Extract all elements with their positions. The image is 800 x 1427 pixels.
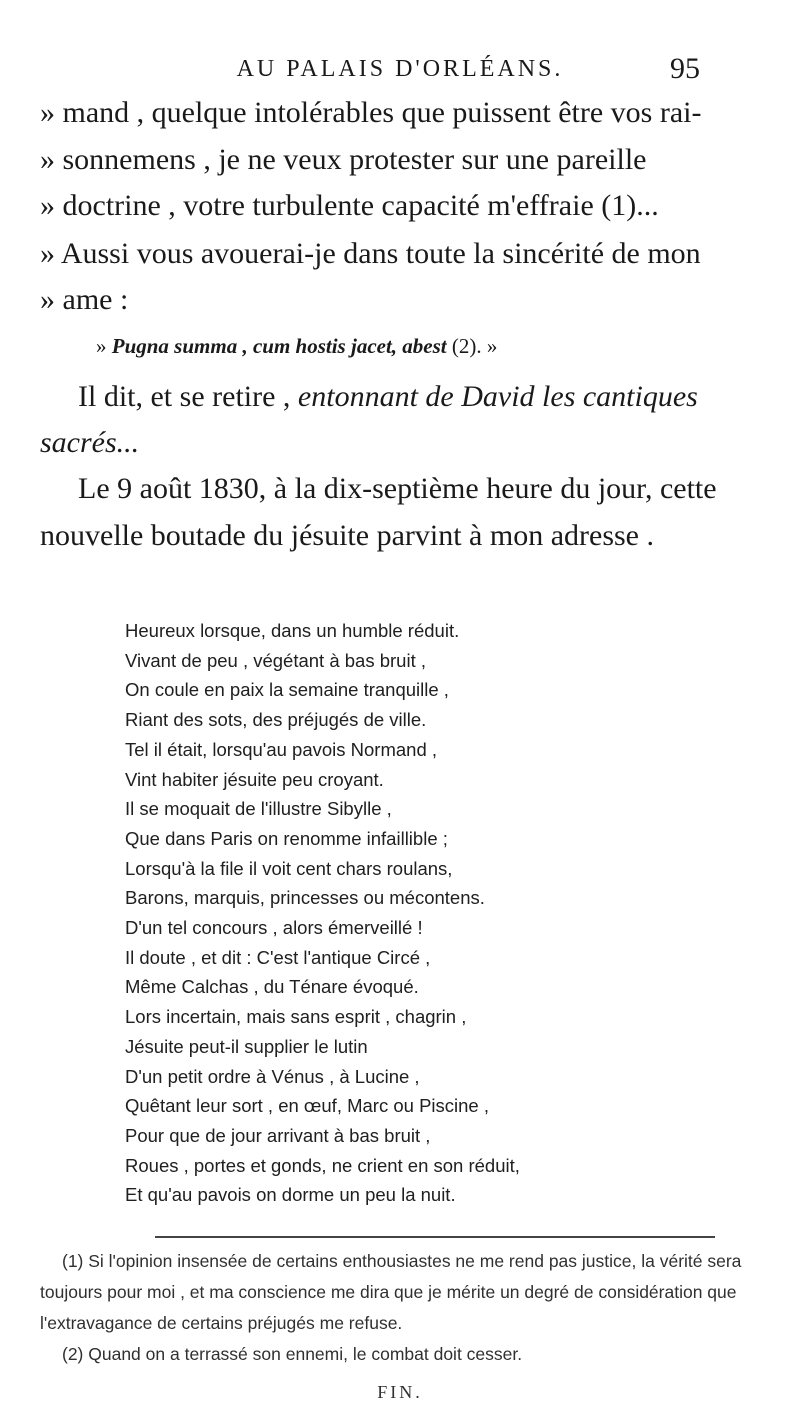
poem-line: Que dans Paris on renomme infaillible ; (125, 827, 448, 849)
poem-line: D'un tel concours , alors émerveillé ! (125, 917, 423, 939)
paragraph-date-line-2: nouvelle boutade du jésuite parvint à mon adresse . (40, 519, 654, 552)
paragraph-text: Il dit, et se retire , (78, 380, 298, 413)
epigraph-latin-text: Pugna summa , cum hostis jacet, abest (111, 334, 447, 358)
latin-epigraph (40, 331, 800, 361)
body-line: » sonnemens , je ne veux protester sur une pareille (40, 143, 647, 176)
body-line: » mand , quelque intolérables que puissent être vos rai- (40, 96, 702, 129)
poem-line: On coule en paix la semaine tranquille , (125, 679, 449, 701)
poem-line: Vivant de peu , végétant à bas bruit , (125, 649, 427, 671)
running-head (0, 52, 800, 88)
epigraph-open-quote: » (96, 334, 112, 358)
body-line: » doctrine , votre turbulente capacité m'effraie (1)... (40, 189, 659, 222)
poem-line: Quêtant leur sort , en œuf, Marc ou Piscine , (125, 1095, 489, 1117)
page-number: 95 (670, 52, 700, 85)
paragraph-date-line: Le 9 août 1830, à la dix-septième heure du jour, cette (78, 472, 717, 505)
paragraph-continuation: sacrés... (40, 426, 140, 459)
footnote-2: (2) Quand on a terrassé son ennemi, le combat doit cesser. (62, 1344, 523, 1364)
poem-line: D'un petit ordre à Vénus , à Lucine , (125, 1065, 420, 1087)
poem-line: Il se moquait de l'illustre Sibylle , (125, 798, 392, 820)
poem-line: Heureux lorsque, dans un humble réduit. (125, 620, 460, 641)
footnote-1: (1) Si l'opinion insensée de certains enthousiastes ne me rend pas justice, la vérité sera toujours pour moi , et ma conscience me dira que je mérite un degré de considération que l'extravagance de certains préjugés me refuse. (40, 1251, 742, 1333)
body-line: » ame : (40, 283, 129, 316)
epigraph-footnote-ref: (2). » (446, 334, 498, 358)
poem-line: Il doute , et dit : C'est l'antique Circé , (125, 946, 431, 968)
poem-line: Tel il était, lorsqu'au pavois Normand , (125, 738, 438, 760)
body-line: » Aussi vous avouerai-je dans toute la sincérité de mon (40, 237, 701, 270)
poem-line: Roues , portes et gonds, ne crient en son réduit, (125, 1154, 520, 1176)
poem-line: Pour que de jour arrivant à bas bruit , (125, 1124, 431, 1146)
poem-line: Et qu'au pavois on dorme un peu la nuit. (125, 1184, 456, 1206)
poem-line: Lorsqu'à la file il voit cent chars roulans, (125, 857, 453, 879)
poem-line: Riant des sots, des préjugés de ville. (125, 709, 427, 731)
running-title: AU PALAIS D'ORLÉANS. (236, 56, 564, 82)
paragraph-il-dit (40, 378, 800, 416)
poem-line: Même Calchas , du Ténare évoqué. (125, 976, 419, 998)
poem-line: Vint habiter jésuite peu croyant. (125, 768, 384, 790)
end-mark: FIN. (377, 1382, 423, 1402)
poem-line: Lors incertain, mais sans esprit , chagrin , (125, 1006, 467, 1028)
poem (125, 616, 765, 1210)
poem-line: Barons, marquis, princesses ou mécontens. (125, 887, 485, 909)
paragraph-italic-text: entonnant de David les cantiques (297, 380, 698, 413)
poem-line: Jésuite peut-il supplier le lutin (125, 1035, 368, 1057)
footnote-divider (155, 1236, 715, 1238)
